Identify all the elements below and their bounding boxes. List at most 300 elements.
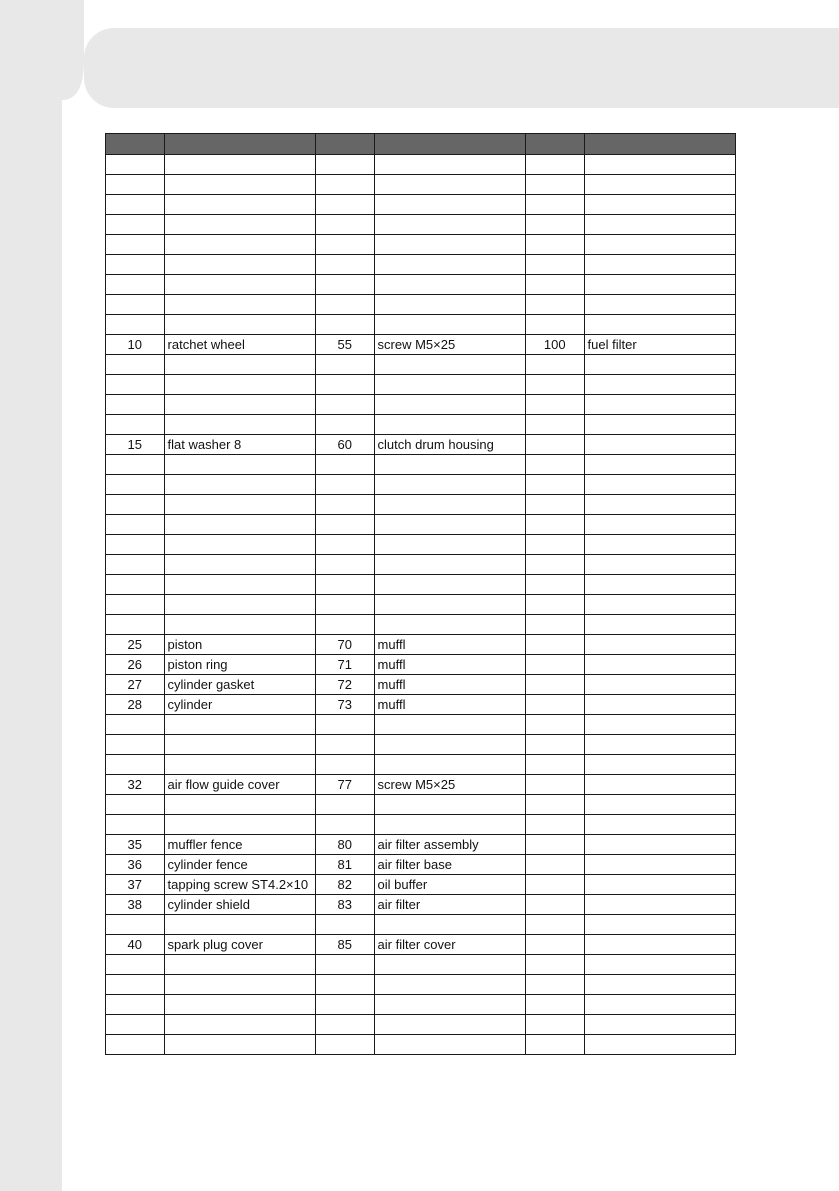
part-number-cell: 26	[106, 655, 165, 675]
part-number-cell: 27	[106, 675, 165, 695]
part-name-cell	[164, 815, 315, 835]
part-number-cell	[315, 715, 374, 735]
part-name-cell	[584, 555, 735, 575]
part-name-cell: tapping screw ST4.2×10	[164, 875, 315, 895]
part-name-cell	[584, 375, 735, 395]
part-name-cell	[374, 495, 525, 515]
table-row	[106, 895, 736, 915]
part-name-cell	[164, 735, 315, 755]
part-number-cell	[106, 255, 165, 275]
part-name-cell	[584, 615, 735, 635]
part-number-cell	[525, 435, 584, 455]
part-name-cell	[164, 975, 315, 995]
part-number-cell: 71	[315, 655, 374, 675]
part-name-cell	[584, 495, 735, 515]
part-name-cell	[374, 915, 525, 935]
part-name-cell: muffl	[374, 635, 525, 655]
part-number-cell	[106, 355, 165, 375]
part-number-cell	[525, 515, 584, 535]
table-row	[106, 535, 736, 555]
part-number-cell: 35	[106, 835, 165, 855]
part-number-cell	[525, 935, 584, 955]
part-name-cell	[164, 1015, 315, 1035]
part-name-cell	[164, 455, 315, 475]
table-row	[106, 615, 736, 635]
part-name-cell	[374, 815, 525, 835]
table-row	[106, 295, 736, 315]
table-row	[106, 955, 736, 975]
part-number-cell	[525, 255, 584, 275]
table-row	[106, 195, 736, 215]
part-name-cell	[164, 255, 315, 275]
table-row	[106, 235, 736, 255]
part-number-cell	[106, 615, 165, 635]
part-number-cell	[106, 995, 165, 1015]
part-name-cell	[374, 735, 525, 755]
part-name-cell	[584, 295, 735, 315]
part-number-cell	[315, 255, 374, 275]
part-number-cell	[525, 215, 584, 235]
part-name-cell	[164, 215, 315, 235]
part-number-cell	[106, 315, 165, 335]
part-name-cell	[584, 195, 735, 215]
part-name-cell	[164, 495, 315, 515]
part-number-cell	[106, 735, 165, 755]
part-number-cell	[106, 1035, 165, 1055]
table-row	[106, 375, 736, 395]
table-row	[106, 555, 736, 575]
part-name-cell: cylinder	[164, 695, 315, 715]
part-name-cell	[374, 235, 525, 255]
part-name-cell: air filter cover	[374, 935, 525, 955]
part-number-cell	[525, 175, 584, 195]
part-name-cell	[374, 395, 525, 415]
table-row	[106, 875, 736, 895]
part-number-cell	[525, 595, 584, 615]
part-name-cell: flat washer 8	[164, 435, 315, 455]
part-number-cell	[525, 415, 584, 435]
part-number-cell	[525, 495, 584, 515]
part-number-cell	[315, 915, 374, 935]
part-name-cell	[374, 715, 525, 735]
part-name-cell	[584, 995, 735, 1015]
part-number-cell: 40	[106, 935, 165, 955]
part-number-cell	[525, 675, 584, 695]
part-number-cell	[525, 535, 584, 555]
part-number-cell	[315, 1035, 374, 1055]
part-name-cell	[584, 215, 735, 235]
part-name-cell	[584, 435, 735, 455]
table-row	[106, 835, 736, 855]
part-number-cell	[525, 855, 584, 875]
part-number-cell	[106, 215, 165, 235]
table-row	[106, 175, 736, 195]
part-name-cell	[584, 1035, 735, 1055]
part-name-cell	[164, 515, 315, 535]
part-name-cell	[374, 295, 525, 315]
part-name-cell: screw M5×25	[374, 775, 525, 795]
part-number-cell	[525, 915, 584, 935]
part-number-cell	[315, 555, 374, 575]
part-number-cell: 60	[315, 435, 374, 455]
part-number-cell	[315, 175, 374, 195]
part-name-cell	[164, 755, 315, 775]
part-number-cell	[315, 755, 374, 775]
part-number-cell	[525, 835, 584, 855]
part-name-cell	[584, 155, 735, 175]
part-number-cell	[315, 515, 374, 535]
part-number-cell	[315, 815, 374, 835]
table-row	[106, 795, 736, 815]
part-number-cell	[106, 375, 165, 395]
part-name-cell	[374, 415, 525, 435]
part-name-cell	[164, 275, 315, 295]
part-number-cell	[106, 235, 165, 255]
part-name-cell	[374, 195, 525, 215]
part-number-cell	[106, 575, 165, 595]
part-name-cell	[164, 795, 315, 815]
part-name-cell	[374, 475, 525, 495]
part-name-cell: clutch drum housing	[374, 435, 525, 455]
part-name-cell	[584, 175, 735, 195]
part-number-cell	[525, 775, 584, 795]
table-row	[106, 635, 736, 655]
part-name-cell	[374, 755, 525, 775]
part-name-cell: air filter assembly	[374, 835, 525, 855]
part-name-cell	[374, 455, 525, 475]
part-name-cell	[164, 195, 315, 215]
part-name-cell	[164, 395, 315, 415]
table-row	[106, 455, 736, 475]
part-name-cell	[374, 1035, 525, 1055]
part-number-cell	[525, 315, 584, 335]
part-name-cell	[374, 555, 525, 575]
table-row	[106, 695, 736, 715]
table-row	[106, 935, 736, 955]
part-name-cell	[164, 595, 315, 615]
part-number-cell	[525, 275, 584, 295]
part-name-cell	[584, 875, 735, 895]
part-name-cell	[374, 355, 525, 375]
table-row	[106, 1035, 736, 1055]
part-name-cell	[164, 415, 315, 435]
part-name-cell	[374, 315, 525, 335]
part-name-cell: piston	[164, 635, 315, 655]
table-row	[106, 655, 736, 675]
part-number-cell	[106, 155, 165, 175]
part-number-cell: 82	[315, 875, 374, 895]
part-name-cell	[164, 915, 315, 935]
part-number-cell	[525, 295, 584, 315]
header-cell	[525, 134, 584, 155]
part-number-cell	[525, 895, 584, 915]
part-name-cell	[584, 1015, 735, 1035]
table-row	[106, 415, 736, 435]
part-name-cell	[374, 535, 525, 555]
part-name-cell	[374, 575, 525, 595]
part-number-cell	[315, 535, 374, 555]
part-number-cell	[525, 195, 584, 215]
part-name-cell	[164, 175, 315, 195]
part-number-cell	[106, 495, 165, 515]
part-number-cell	[106, 795, 165, 815]
part-name-cell	[164, 615, 315, 635]
part-name-cell: oil buffer	[374, 875, 525, 895]
part-name-cell	[374, 595, 525, 615]
part-number-cell: 72	[315, 675, 374, 695]
part-name-cell	[584, 575, 735, 595]
part-name-cell	[584, 815, 735, 835]
part-number-cell	[525, 615, 584, 635]
part-number-cell: 81	[315, 855, 374, 875]
part-name-cell	[584, 415, 735, 435]
part-name-cell	[164, 575, 315, 595]
part-name-cell: fuel filter	[584, 335, 735, 355]
part-number-cell	[315, 475, 374, 495]
part-name-cell: spark plug cover	[164, 935, 315, 955]
part-name-cell	[374, 175, 525, 195]
table-row	[106, 275, 736, 295]
part-name-cell: muffl	[374, 655, 525, 675]
table-row	[106, 315, 736, 335]
table-row	[106, 675, 736, 695]
part-name-cell	[584, 795, 735, 815]
part-number-cell: 83	[315, 895, 374, 915]
part-number-cell	[525, 815, 584, 835]
part-name-cell	[164, 315, 315, 335]
part-name-cell: cylinder shield	[164, 895, 315, 915]
part-number-cell	[525, 355, 584, 375]
part-name-cell	[374, 215, 525, 235]
part-number-cell	[315, 395, 374, 415]
part-name-cell	[374, 1015, 525, 1035]
table-header-row	[106, 134, 736, 155]
part-number-cell	[525, 455, 584, 475]
part-number-cell	[525, 795, 584, 815]
part-number-cell	[106, 455, 165, 475]
part-number-cell	[315, 995, 374, 1015]
part-name-cell	[164, 1035, 315, 1055]
part-name-cell	[164, 235, 315, 255]
part-name-cell	[584, 935, 735, 955]
part-name-cell	[374, 275, 525, 295]
table-row	[106, 255, 736, 275]
part-name-cell: screw M5×25	[374, 335, 525, 355]
part-name-cell	[584, 255, 735, 275]
part-name-cell	[584, 635, 735, 655]
part-name-cell	[584, 475, 735, 495]
header-cell	[106, 134, 165, 155]
part-number-cell: 38	[106, 895, 165, 915]
part-name-cell	[164, 375, 315, 395]
part-name-cell	[584, 535, 735, 555]
table-row	[106, 395, 736, 415]
part-name-cell	[584, 395, 735, 415]
part-name-cell	[164, 475, 315, 495]
part-number-cell	[315, 735, 374, 755]
part-name-cell: muffl	[374, 675, 525, 695]
table-row	[106, 755, 736, 775]
part-name-cell	[374, 255, 525, 275]
part-number-cell	[525, 555, 584, 575]
part-name-cell	[584, 955, 735, 975]
table-row	[106, 575, 736, 595]
table-row	[106, 975, 736, 995]
table-row	[106, 515, 736, 535]
part-number-cell	[315, 235, 374, 255]
part-number-cell	[525, 755, 584, 775]
part-number-cell	[315, 975, 374, 995]
part-name-cell: ratchet wheel	[164, 335, 315, 355]
part-name-cell	[584, 775, 735, 795]
part-name-cell	[374, 515, 525, 535]
part-name-cell	[374, 375, 525, 395]
part-name-cell	[374, 615, 525, 635]
part-number-cell	[106, 295, 165, 315]
part-number-cell	[315, 615, 374, 635]
part-name-cell	[584, 675, 735, 695]
part-number-cell	[106, 555, 165, 575]
part-name-cell	[164, 535, 315, 555]
part-number-cell	[106, 275, 165, 295]
part-number-cell	[315, 155, 374, 175]
part-number-cell	[106, 1015, 165, 1035]
header-cell	[374, 134, 525, 155]
part-number-cell	[315, 955, 374, 975]
part-name-cell	[584, 275, 735, 295]
part-number-cell	[525, 975, 584, 995]
part-number-cell: 77	[315, 775, 374, 795]
part-number-cell: 55	[315, 335, 374, 355]
part-name-cell: air filter base	[374, 855, 525, 875]
part-number-cell: 37	[106, 875, 165, 895]
header-cell	[315, 134, 374, 155]
part-name-cell	[164, 995, 315, 1015]
part-number-cell	[106, 415, 165, 435]
part-name-cell	[374, 955, 525, 975]
table-row	[106, 215, 736, 235]
part-name-cell	[164, 155, 315, 175]
part-number-cell	[106, 395, 165, 415]
part-name-cell	[584, 715, 735, 735]
part-number-cell	[525, 995, 584, 1015]
part-number-cell	[315, 275, 374, 295]
part-number-cell	[525, 955, 584, 975]
part-number-cell	[315, 415, 374, 435]
part-name-cell	[584, 595, 735, 615]
part-number-cell	[525, 1015, 584, 1035]
part-number-cell	[106, 515, 165, 535]
part-number-cell	[525, 395, 584, 415]
part-name-cell	[164, 955, 315, 975]
part-number-cell: 25	[106, 635, 165, 655]
part-name-cell: cylinder fence	[164, 855, 315, 875]
part-number-cell	[106, 815, 165, 835]
table-row	[106, 435, 736, 455]
part-name-cell	[584, 735, 735, 755]
part-name-cell	[584, 695, 735, 715]
part-name-cell	[584, 455, 735, 475]
part-number-cell	[106, 475, 165, 495]
header-cell	[584, 134, 735, 155]
part-number-cell: 73	[315, 695, 374, 715]
part-number-cell	[106, 755, 165, 775]
part-number-cell: 10	[106, 335, 165, 355]
parts-list-table	[105, 133, 736, 1055]
table-row	[106, 855, 736, 875]
part-number-cell	[106, 535, 165, 555]
part-name-cell: muffler fence	[164, 835, 315, 855]
part-name-cell	[374, 975, 525, 995]
part-number-cell	[525, 1035, 584, 1055]
part-number-cell: 85	[315, 935, 374, 955]
part-name-cell	[164, 715, 315, 735]
part-name-cell: muffl	[374, 695, 525, 715]
part-number-cell	[315, 495, 374, 515]
part-number-cell: 36	[106, 855, 165, 875]
part-number-cell	[315, 575, 374, 595]
part-name-cell	[374, 795, 525, 815]
table-row	[106, 815, 736, 835]
part-name-cell: cylinder gasket	[164, 675, 315, 695]
table-row	[106, 495, 736, 515]
part-number-cell	[525, 655, 584, 675]
part-name-cell	[584, 855, 735, 875]
part-number-cell	[525, 695, 584, 715]
part-number-cell: 100	[525, 335, 584, 355]
part-number-cell	[525, 635, 584, 655]
part-number-cell	[106, 975, 165, 995]
part-name-cell	[584, 515, 735, 535]
part-name-cell	[584, 655, 735, 675]
table-row	[106, 475, 736, 495]
part-number-cell: 70	[315, 635, 374, 655]
header-cell	[164, 134, 315, 155]
part-number-cell	[106, 195, 165, 215]
table-row	[106, 595, 736, 615]
part-number-cell	[106, 595, 165, 615]
part-number-cell	[315, 355, 374, 375]
table-row	[106, 355, 736, 375]
part-number-cell: 32	[106, 775, 165, 795]
part-name-cell	[164, 555, 315, 575]
part-number-cell	[525, 235, 584, 255]
part-number-cell	[106, 715, 165, 735]
table-row	[106, 995, 736, 1015]
part-name-cell	[164, 295, 315, 315]
part-name-cell	[584, 235, 735, 255]
part-number-cell	[525, 375, 584, 395]
part-name-cell	[374, 155, 525, 175]
part-number-cell	[525, 475, 584, 495]
part-number-cell	[315, 195, 374, 215]
part-number-cell	[525, 875, 584, 895]
part-name-cell	[374, 995, 525, 1015]
header-band	[84, 28, 839, 108]
part-number-cell: 80	[315, 835, 374, 855]
part-name-cell	[584, 915, 735, 935]
table-row	[106, 1015, 736, 1035]
table-row	[106, 915, 736, 935]
part-name-cell: piston ring	[164, 655, 315, 675]
table-row	[106, 155, 736, 175]
part-number-cell	[315, 295, 374, 315]
part-number-cell: 28	[106, 695, 165, 715]
part-number-cell	[106, 175, 165, 195]
table-row	[106, 735, 736, 755]
part-number-cell	[315, 795, 374, 815]
part-name-cell	[584, 835, 735, 855]
